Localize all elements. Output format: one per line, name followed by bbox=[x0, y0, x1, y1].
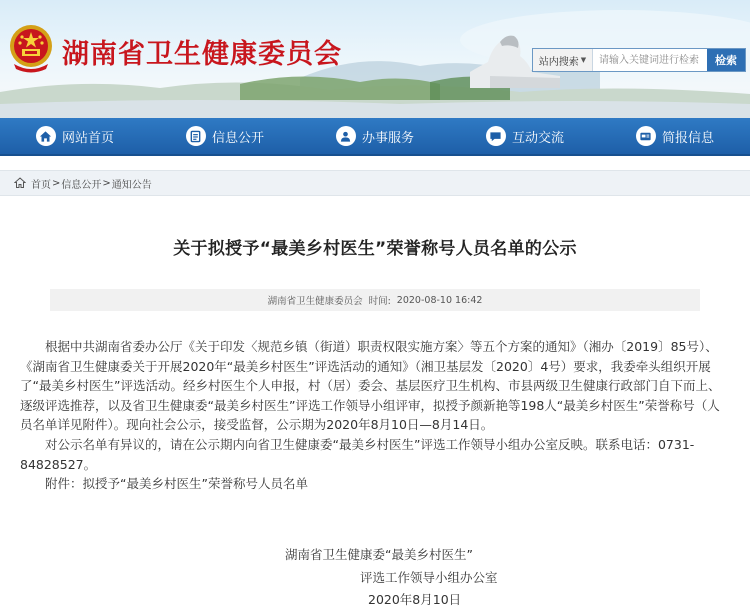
home-icon bbox=[14, 177, 26, 189]
signature-date: 2020年8月10日 bbox=[368, 592, 462, 607]
article-title: 关于拟授予“最美乡村医生”荣誉称号人员名单的公示 bbox=[173, 239, 577, 259]
search-input[interactable] bbox=[593, 49, 707, 71]
national-emblem-icon bbox=[8, 22, 54, 74]
article-paragraph: 根据中共湖南省委办公厅《关于印发〈规范乡镇（街道）职责权限实施方案〉等五个方案的通知》（湘办〔2019〕85号）、《湖南省卫生健康委关于开展2020年“最美乡村医生”评选活动的通知》（湘卫基层发〔2020〕4号）要求，我委牵头组织开展了“最美乡村医生”评选活动。经乡村医生个人申报，村（居）委会、基层医疗卫生机构、市县两级卫生健康行政部门自下而上、逐级评选推荐，以及省卫生健康委“最美乡村医生”评选工作领导小组评审，拟授予颜新艳等198人“最美乡村医生”荣誉称号（人员名单详见附件）。现向社会公示，接受监督，公示期为2020年8月10日—8月14日。 bbox=[20, 339, 721, 433]
nav-item-services[interactable] bbox=[336, 126, 414, 146]
breadcrumb-info-public[interactable]: 信息公开 bbox=[61, 179, 102, 191]
chat-icon bbox=[486, 126, 506, 146]
nav-item-label: 简报信息 bbox=[661, 130, 714, 146]
service-icon bbox=[336, 126, 356, 146]
article-meta bbox=[50, 289, 700, 311]
nav-item-briefing[interactable] bbox=[636, 126, 714, 146]
home-icon bbox=[36, 126, 56, 146]
briefing-icon bbox=[636, 126, 656, 146]
search-scope-label: 站内搜索 bbox=[538, 56, 579, 68]
nav-item-label: 办事服务 bbox=[361, 130, 414, 146]
breadcrumb-separator: > bbox=[102, 177, 111, 189]
info-icon bbox=[186, 126, 206, 146]
header-banner bbox=[0, 0, 750, 118]
nav-item-label: 网站首页 bbox=[61, 130, 114, 146]
article-source: 湖南省卫生健康委员会 bbox=[267, 296, 363, 307]
signature-line-1: 湖南省卫生健康委“最美乡村医生” bbox=[285, 547, 473, 562]
search-scope-select[interactable] bbox=[533, 49, 593, 71]
breadcrumb-separator: > bbox=[52, 177, 61, 189]
signature-line-2: 评选工作领导小组办公室 bbox=[360, 570, 498, 585]
article-time: 2020-08-10 16:42 bbox=[396, 294, 483, 306]
article-body bbox=[20, 337, 732, 494]
nav-item-label: 互动交流 bbox=[511, 130, 564, 146]
breadcrumb-home[interactable]: 首页 bbox=[31, 179, 51, 191]
article-paragraph: 对公示名单有异议的，请在公示期内向省卫生健康委“最美乡村医生”评选工作领导小组办公室反映。联系电话：0731-84828527。 bbox=[20, 436, 695, 472]
breadcrumb-notices[interactable]: 通知公告 bbox=[111, 179, 152, 191]
main-navbar bbox=[0, 118, 750, 156]
attachment-link[interactable]: 附件：拟授予“最美乡村医生”荣誉称号人员名单 bbox=[45, 476, 308, 492]
nav-item-info-public[interactable] bbox=[186, 126, 264, 146]
nav-item-home[interactable] bbox=[36, 126, 114, 146]
breadcrumb bbox=[0, 170, 750, 196]
search-button[interactable]: 检索 bbox=[707, 49, 745, 71]
search-box bbox=[532, 48, 746, 72]
site-title[interactable]: 湖南省卫生健康委员会 bbox=[62, 39, 342, 70]
chevron-down-icon: ▼ bbox=[580, 56, 587, 64]
article-time-label: 时间: bbox=[368, 296, 391, 307]
nav-item-interaction[interactable] bbox=[486, 126, 564, 146]
nav-item-label: 信息公开 bbox=[211, 130, 264, 146]
